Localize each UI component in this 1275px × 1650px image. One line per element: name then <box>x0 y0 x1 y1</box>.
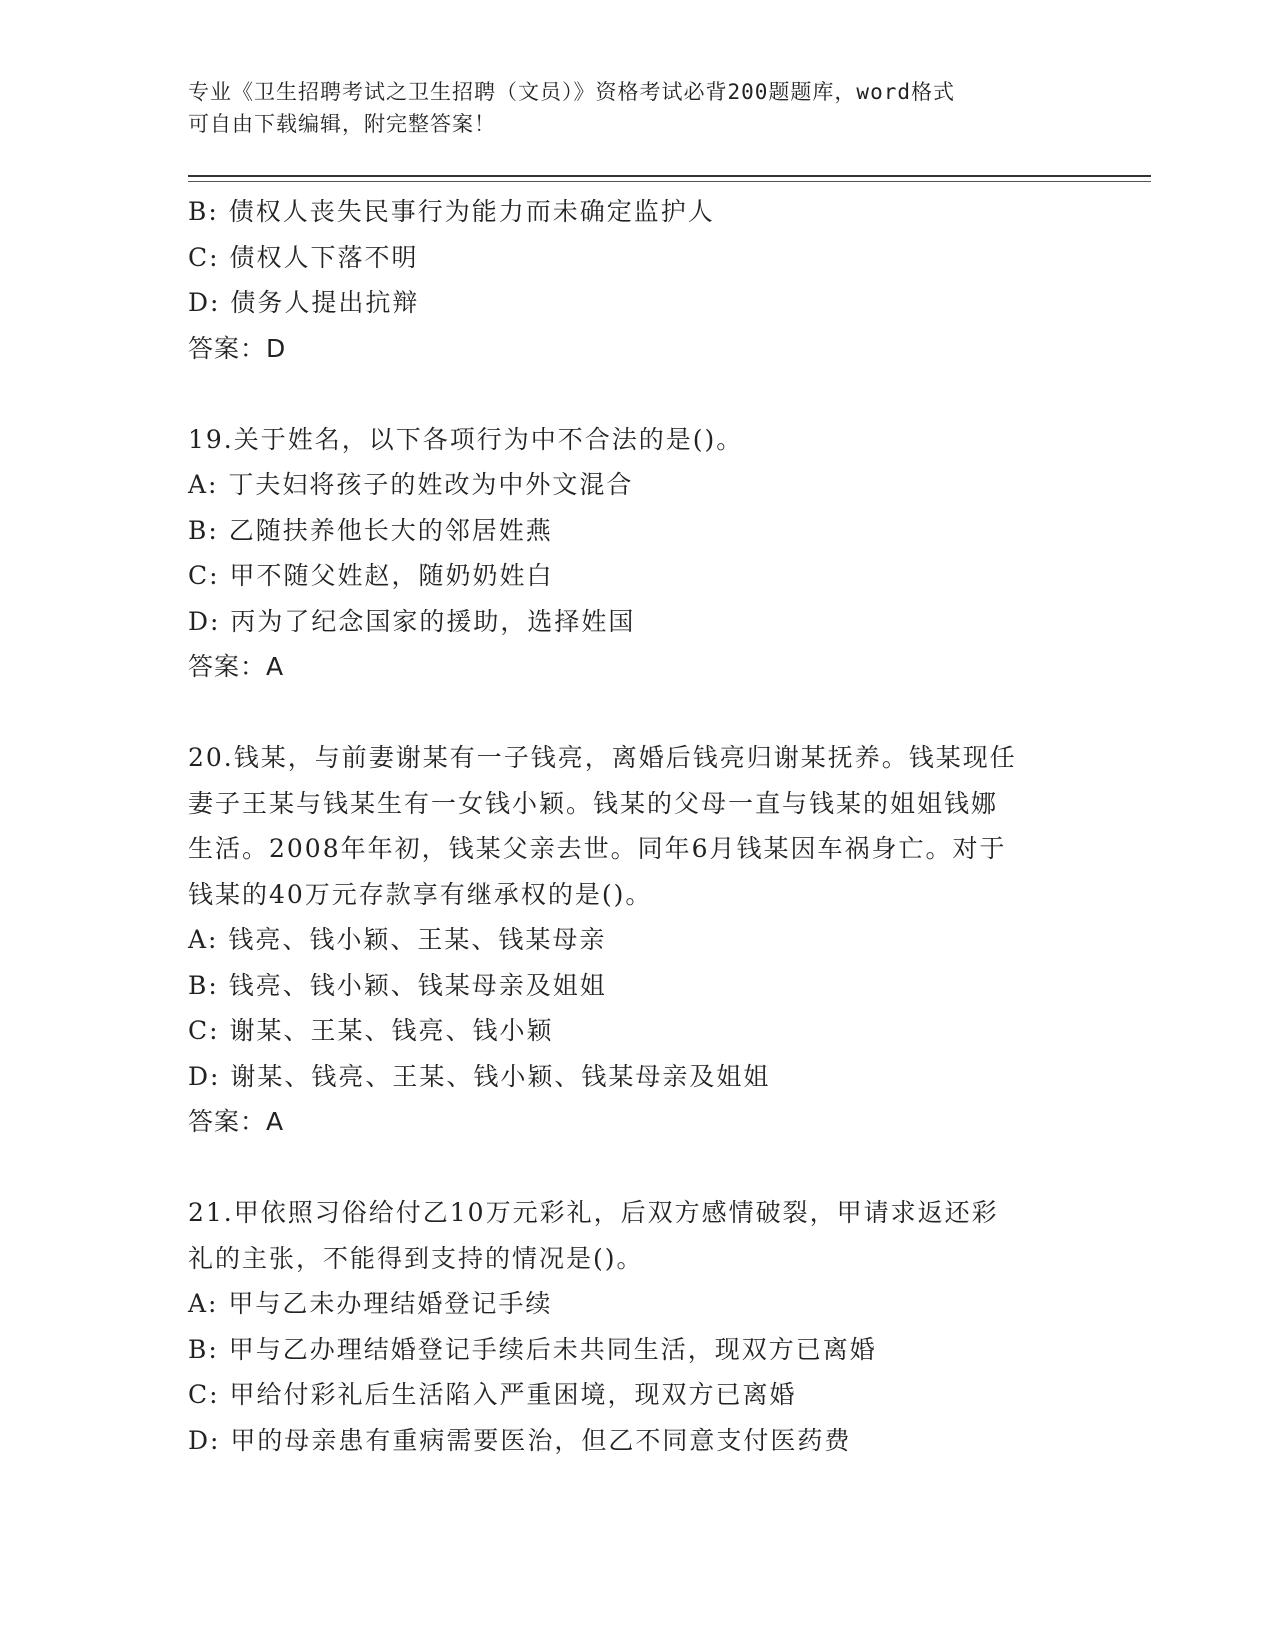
option-a: A: 丁夫妇将孩子的姓改为中外文混合 <box>188 470 634 499</box>
option-d: D: 丙为了纪念国家的援助，选择姓国 <box>188 606 636 636</box>
option-b: B: 债权人丧失民事行为能力而未确定监护人 <box>188 197 715 226</box>
option-c: C: 甲给付彩礼后生活陷入严重困境，现双方已离婚 <box>188 1380 797 1409</box>
spacer <box>188 690 1088 736</box>
option-c: C: 甲不随父姓赵，随奶奶姓白 <box>188 561 554 590</box>
question-stem: 生活。2008年年初，钱某父亲去世。同年6月钱某因车祸身亡。对于 <box>188 834 1007 863</box>
question-21 <box>188 1190 1088 1463</box>
question-list <box>188 189 1088 1463</box>
option-d: D: 谢某、钱亮、王某、钱小颖、钱某母亲及姐姐 <box>188 1061 771 1091</box>
header-line-2: 可自由下载编辑，附完整答案！ <box>188 112 496 136</box>
answer-line: 答案：D <box>188 333 287 363</box>
question-stem: 妻子王某与钱某生有一女钱小颖。钱某的父母一直与钱某的姐姐钱娜 <box>188 788 999 818</box>
option-d: D: 债务人提出抗辩 <box>188 288 420 317</box>
question-stem: 19.关于姓名，以下各项行为中不合法的是()。 <box>188 424 744 454</box>
question-18-continuation <box>188 189 1088 371</box>
header-line-1: 专业《卫生招聘考试之卫生招聘（文员）》资格考试必背200题题库，word格式 <box>188 80 955 104</box>
question-stem: 钱某的40万元存款享有继承权的是()。 <box>188 879 653 909</box>
option-a: A: 钱亮、钱小颖、王某、钱某母亲 <box>188 925 607 954</box>
answer-line: 答案：A <box>188 1107 285 1136</box>
option-c: C: 债权人下落不明 <box>188 242 419 272</box>
header-divider-thin <box>188 181 1151 182</box>
answer-line: 答案：A <box>188 652 285 681</box>
option-b: B: 甲与乙办理结婚登记手续后未共同生活，现双方已离婚 <box>188 1334 877 1364</box>
spacer <box>188 371 1088 417</box>
question-20 <box>188 735 1088 1145</box>
option-b: B: 钱亮、钱小颖、钱某母亲及姐姐 <box>188 970 607 1000</box>
question-stem: 礼的主张，不能得到支持的情况是()。 <box>188 1243 644 1273</box>
header-divider-thick <box>188 175 1151 177</box>
option-d: D: 甲的母亲患有重病需要医治，但乙不同意支付医药费 <box>188 1425 852 1455</box>
document-header <box>188 76 1088 140</box>
spacer <box>188 1145 1088 1191</box>
question-19 <box>188 417 1088 690</box>
option-a: A: 甲与乙未办理结婚登记手续 <box>188 1289 553 1318</box>
question-stem: 21.甲依照习俗给付乙10万元彩礼，后双方感情破裂，甲请求返还彩 <box>188 1198 999 1227</box>
question-stem: 20.钱某，与前妻谢某有一子钱亮，离婚后钱亮归谢某抚养。钱某现任 <box>188 743 1017 772</box>
option-c: C: 谢某、王某、钱亮、钱小颖 <box>188 1016 554 1045</box>
option-b: B: 乙随扶养他长大的邻居姓燕 <box>188 515 553 545</box>
